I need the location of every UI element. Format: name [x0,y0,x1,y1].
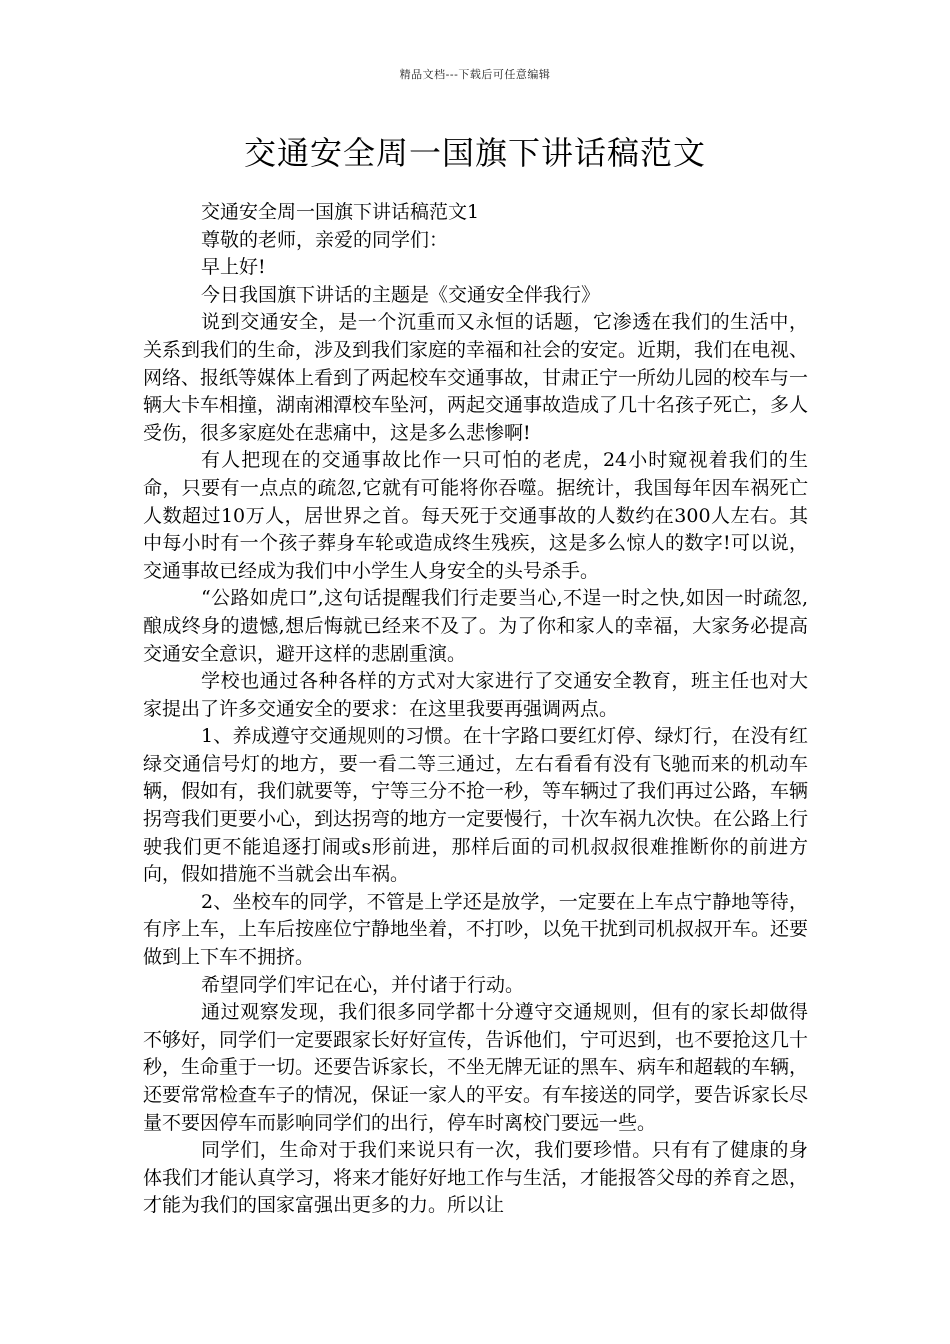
document-body [143,199,808,1220]
paragraph: “公路如虎口”,这句话提醒我们行走要当心,不逞一时之快,如因一时疏忽,酿成终身的遗憾,想后悔就已经来不及了。为了你和家人的幸福，大家务必提高交通安全意识，避开这样的悲剧重演。 [143,587,808,665]
paragraph-greeting: 早上好! [201,256,266,279]
paragraph: 希望同学们牢记在心，并付诸于行动。 [201,973,525,996]
paragraph: 说到交通安全，是一个沉重而又永恒的话题，它渗透在我们的生活中，关系到我们的生命，涉及到我们家庭的幸福和社会的安定。近期，我们在电视、网络、报纸等媒体上看到了两起校车交通事故，甘肃正宁一所幼儿园的校车与一辆大卡车相撞，湖南湘潭校车坠河，两起交通事故造成了几十名孩子死亡，多人受伤，很多家庭处在悲痛中，这是多么悲惨啊! [143,311,809,444]
paragraph-topic: 今日我国旗下讲话的主题是《交通安全伴我行》 [201,283,601,306]
paragraph: 2、坐校车的同学，不管是上学还是放学，一定要在上车点宁静地等待，有序上车，上车后按座位宁静地坐着，不打吵，以免干扰到司机叔叔开车。还要做到上下车不拥挤。 [143,890,809,969]
paragraph-subtitle: 交通安全周一国旗下讲话稿范文1 [201,201,480,223]
paragraph: 通过观察发现，我们很多同学都十分遵守交通规则，但有的家长却做得不够好，同学们一定要跟家长好好宣传，告诉他们，宁可迟到，也不要抢这几十秒，生命重于一切。还要告诉家长，不坐无牌无证的黑车、病车和超载的车辆，还要常常检查车子的情况，保证一家人的平安。有车接送的同学，要告诉家长尽量不要因停车而影响同学们的出行，停车时离校门要远一些。 [143,1001,809,1134]
paragraph: 1、养成遵守交通规则的习惯。在十字路口要红灯停、绿灯行，在没有红绿交通信号灯的地方，要一看二等三通过，左右看看有没有飞驰而来的机动车辆，假如有，我们就要等，宁等三分不抢一秒，等车辆过了我们再过公路，车辆拐弯我们更要小心，到达拐弯的地方一定要慢行，十次车祸九次快。在公路上行驶我们更不能追逐打闹或s形前进，那样后面的司机叔叔很难推断你的前进方向，假如措施不当就会出车祸。 [143,725,809,886]
document-title: 交通安全周一国旗下讲话稿范文 [243,134,706,172]
paragraph: 同学们，生命对于我们来说只有一次，我们要珍惜。只有有了健康的身体我们才能认真学习，将来才能好好地工作与生活，才能报答父母的养育之恩，才能为我们的国家富强出更多的力。所以让 [143,1139,809,1217]
paragraph-salutation: 尊敬的老师，亲爱的同学们： [201,228,449,251]
paragraph: 有人把现在的交通事故比作一只可怕的老虎，24小时窥视着我们的生命，只要有一点点的疏忽,它就有可能将你吞噬。据统计，我国每年因车祸死亡人数超过10万人，居世界之首。每天死于交通事故的人数约在300人左右。其中每小时有一个孩子葬身车轮或造成终生残疾，这是多么惊人的数字!可以说，交通事故已经成为我们中小学生人身安全的头号杀手。 [143,449,808,582]
paragraph: 学校也通过各种各样的方式对大家进行了交通安全教育，班主任也对大家提出了许多交通安全的要求：在这里我要再强调两点。 [143,670,808,720]
header-note: 精品文档---下载后可任意编辑 [399,68,551,81]
